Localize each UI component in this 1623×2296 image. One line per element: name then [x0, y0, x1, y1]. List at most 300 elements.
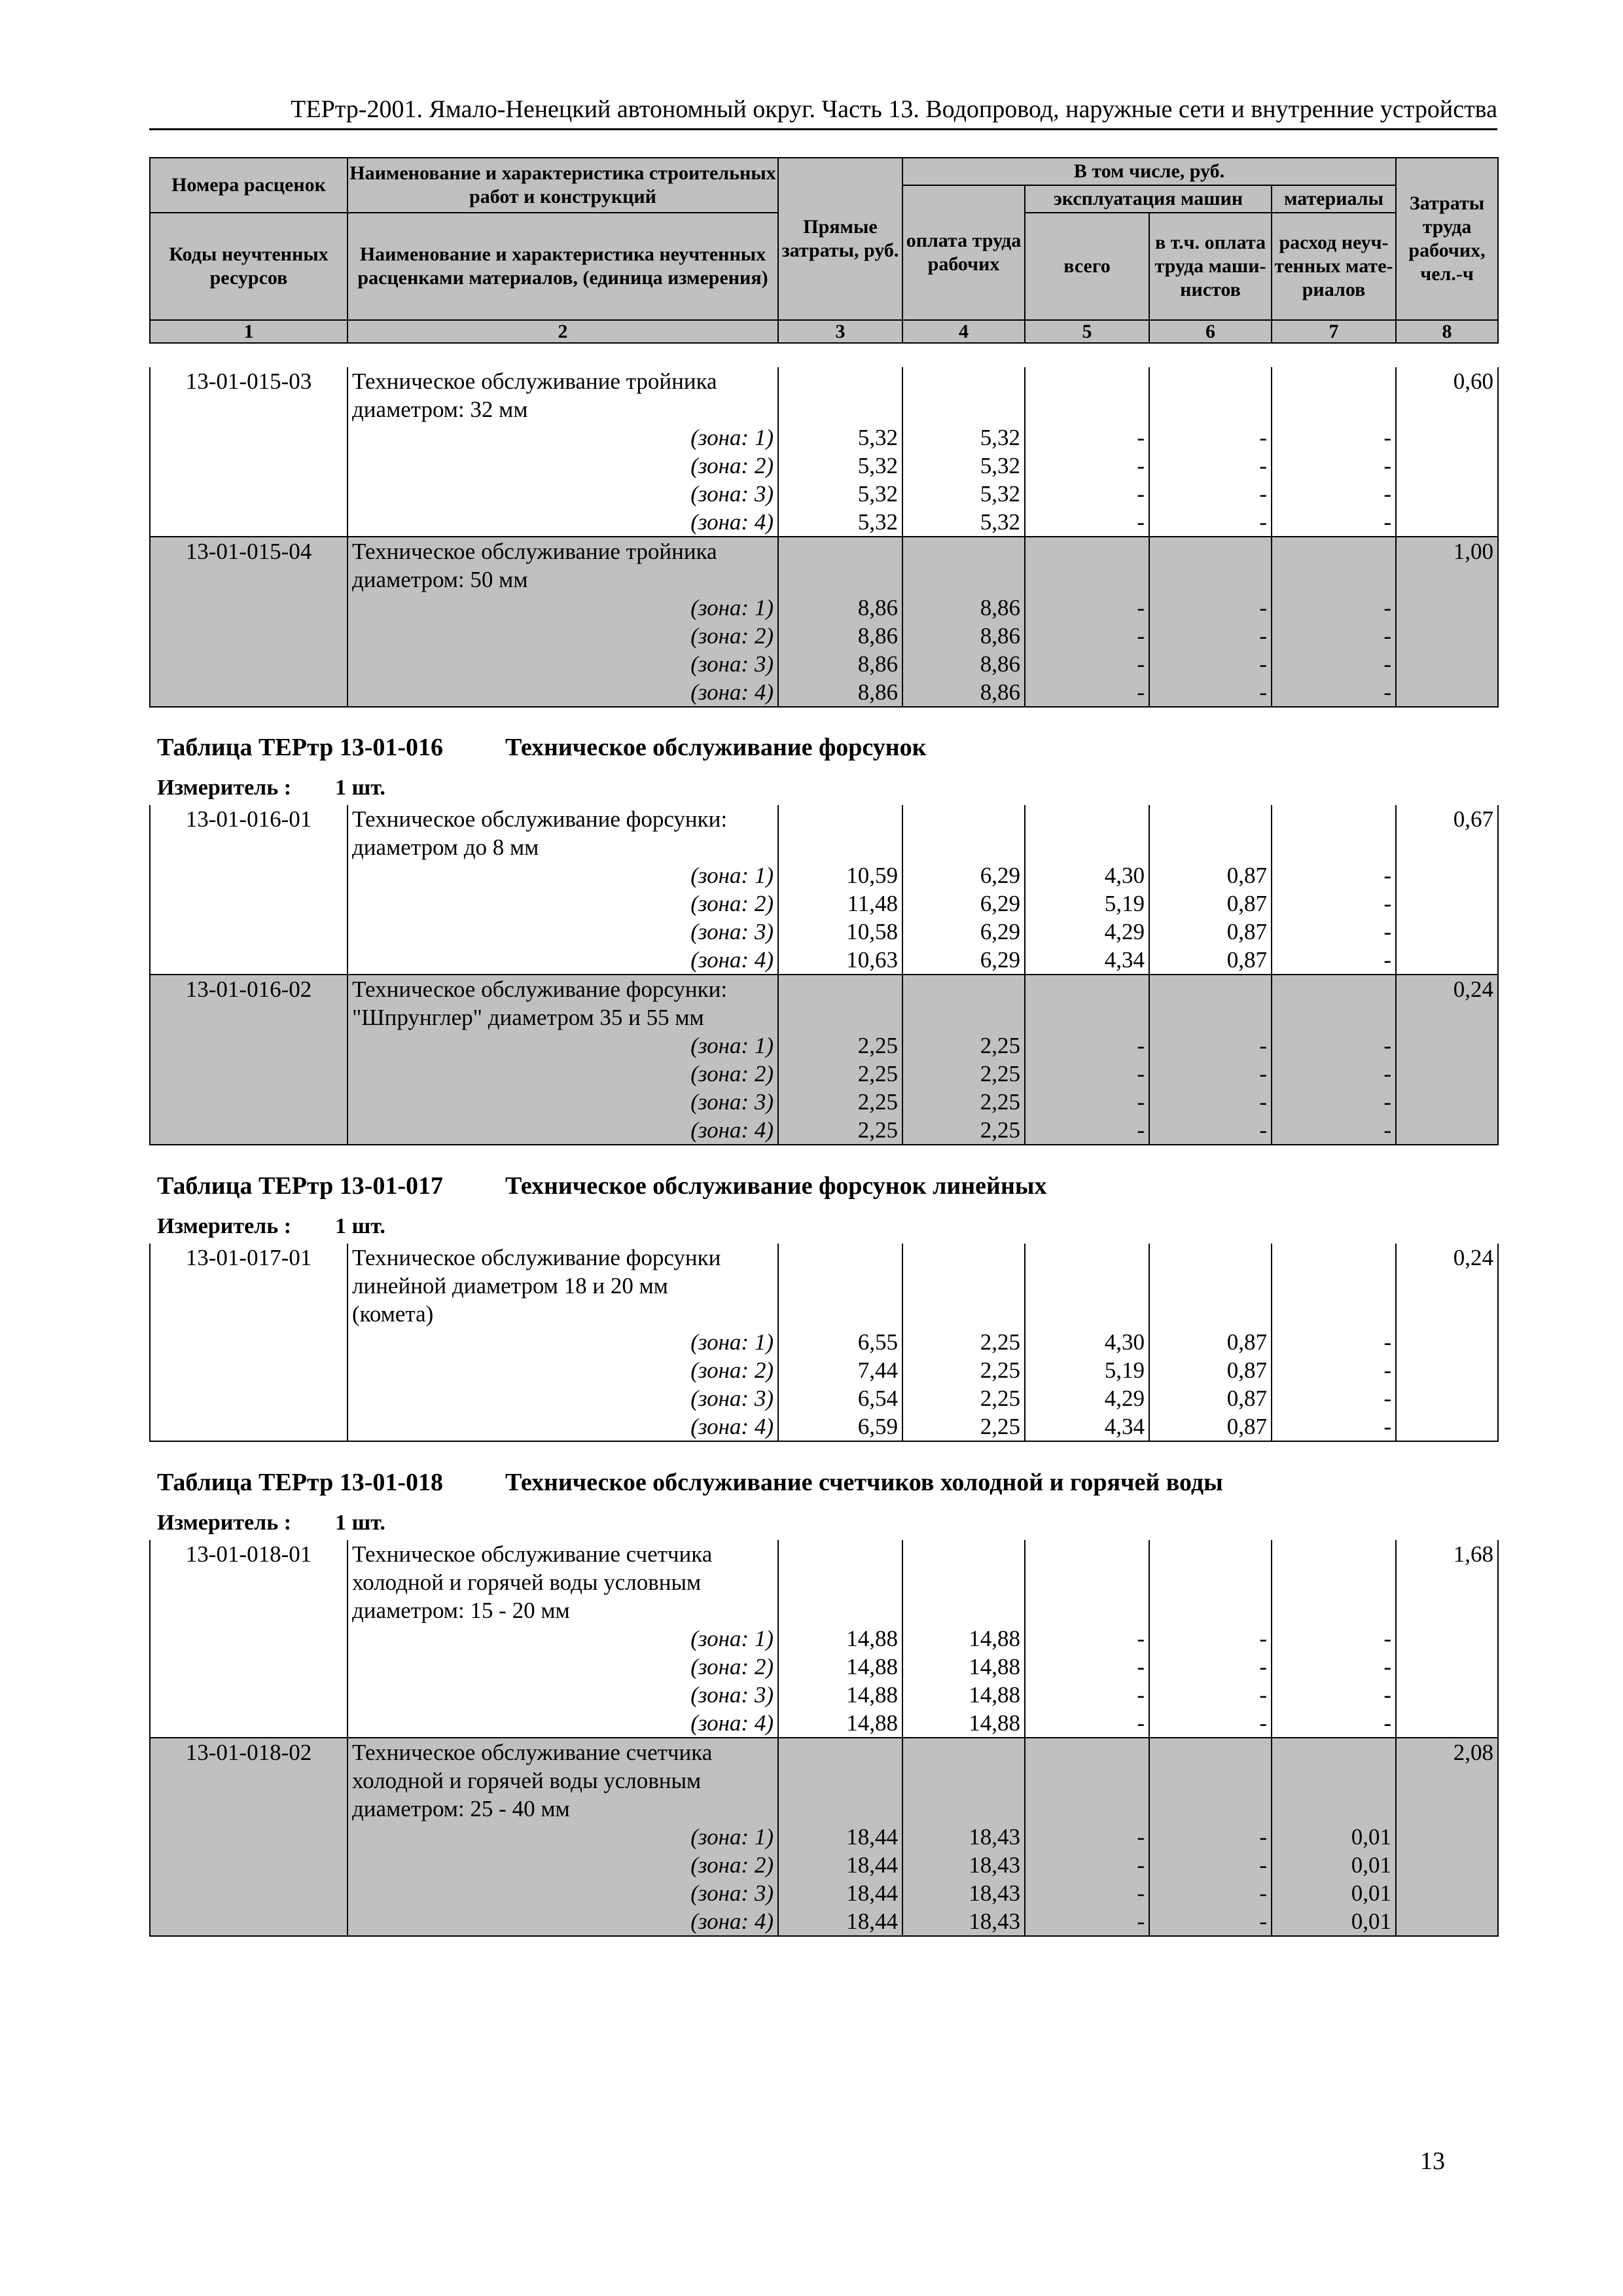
operator-pay: -	[1149, 650, 1272, 678]
operator-pay: 0,87	[1149, 918, 1272, 946]
machines-total: -	[1025, 650, 1149, 678]
direct-costs: 14,88	[778, 1624, 902, 1653]
materials-consumption: 0,01	[1272, 1823, 1396, 1851]
empty-cell	[150, 423, 348, 452]
worker-pay: 6,29	[902, 946, 1025, 975]
column-number: 4	[902, 320, 1025, 343]
column-number: 3	[778, 320, 902, 343]
materials-consumption: -	[1272, 650, 1396, 678]
empty-cell	[1396, 594, 1498, 622]
empty-cell	[150, 1116, 348, 1145]
empty-cell	[1025, 565, 1149, 594]
empty-cell	[150, 1596, 348, 1624]
table-number: Таблица ТЕРтр 13-01-018	[157, 1469, 444, 1496]
materials-consumption: -	[1272, 1328, 1396, 1356]
empty-cell	[150, 946, 348, 975]
labor-cost: 2,08	[1396, 1738, 1498, 1767]
column-number: 6	[1149, 320, 1272, 343]
empty-cell	[778, 367, 902, 395]
work-name: диаметром: 32 мм	[348, 395, 778, 423]
work-name: Техническое обслуживание форсунки:	[348, 805, 778, 833]
direct-costs: 8,86	[778, 678, 902, 707]
zone-row	[150, 1088, 1498, 1116]
empty-cell	[150, 650, 348, 678]
measure-value: 1 шт.	[335, 1214, 385, 1238]
zone-label: (зона: 4)	[348, 508, 778, 537]
machines-total: 4,34	[1025, 1412, 1149, 1441]
direct-costs: 18,44	[778, 1879, 902, 1907]
direct-costs: 5,32	[778, 452, 902, 480]
zone-row	[150, 1031, 1498, 1060]
zone-row	[150, 480, 1498, 508]
header-work-name: Наименование и характеристика строительных работ и конструкций	[348, 158, 778, 213]
direct-costs: 2,25	[778, 1088, 902, 1116]
machines-total: 4,30	[1025, 861, 1149, 889]
empty-cell	[150, 1300, 348, 1328]
empty-cell	[1149, 537, 1272, 565]
header-machines: эксплуатация машин	[1025, 185, 1272, 213]
empty-cell	[1396, 833, 1498, 861]
empty-cell	[902, 975, 1025, 1003]
empty-cell	[778, 395, 902, 423]
machines-total: 5,19	[1025, 889, 1149, 918]
operator-pay: -	[1149, 1060, 1272, 1088]
work-name: диаметром: 50 мм	[348, 565, 778, 594]
machines-total: -	[1025, 678, 1149, 707]
header-material-name: Наименование и характеристика неучтенных расценками материалов, (единица измерения)	[348, 213, 778, 320]
empty-cell	[778, 1596, 902, 1624]
worker-pay: 18,43	[902, 1879, 1025, 1907]
zone-row	[150, 1851, 1498, 1879]
labor-cost: 0,60	[1396, 367, 1498, 395]
table-row	[150, 1738, 1498, 1767]
zone-label: (зона: 1)	[348, 1624, 778, 1653]
empty-cell	[1396, 1653, 1498, 1681]
column-number: 8	[1396, 320, 1498, 343]
work-name: Техническое обслуживание тройника	[348, 367, 778, 395]
column-number: 7	[1272, 320, 1396, 343]
zone-row	[150, 678, 1498, 707]
operator-pay: -	[1149, 1907, 1272, 1936]
worker-pay: 8,86	[902, 678, 1025, 707]
measure-label: Измеритель :	[157, 1511, 292, 1535]
empty-cell	[1025, 805, 1149, 833]
operator-pay: 0,87	[1149, 946, 1272, 975]
worker-pay: 6,29	[902, 918, 1025, 946]
column-number: 2	[348, 320, 778, 343]
empty-cell	[1272, 537, 1396, 565]
empty-cell	[1025, 1244, 1149, 1272]
empty-cell	[150, 1879, 348, 1907]
empty-cell	[778, 1003, 902, 1031]
operator-pay: -	[1149, 452, 1272, 480]
header-total: всего	[1025, 213, 1149, 320]
direct-costs: 14,88	[778, 1709, 902, 1738]
empty-cell	[150, 1767, 348, 1795]
table-number: Таблица ТЕРтр 13-01-017	[157, 1172, 444, 1200]
empty-cell	[150, 678, 348, 707]
empty-cell	[150, 833, 348, 861]
empty-cell	[902, 1738, 1025, 1767]
materials-consumption: 0,01	[1272, 1907, 1396, 1936]
zone-label: (зона: 2)	[348, 1356, 778, 1384]
empty-cell	[150, 565, 348, 594]
worker-pay: 14,88	[902, 1709, 1025, 1738]
empty-cell	[1025, 1596, 1149, 1624]
empty-cell	[1396, 1031, 1498, 1060]
empty-cell	[150, 1851, 348, 1879]
empty-cell	[1396, 1003, 1498, 1031]
empty-cell	[1272, 1244, 1396, 1272]
direct-costs: 5,32	[778, 480, 902, 508]
direct-costs: 8,86	[778, 650, 902, 678]
empty-cell	[150, 1328, 348, 1356]
empty-cell	[1149, 1738, 1272, 1767]
operator-pay: -	[1149, 622, 1272, 650]
empty-cell	[778, 537, 902, 565]
empty-cell	[1149, 975, 1272, 1003]
empty-cell	[1272, 395, 1396, 423]
direct-costs: 2,25	[778, 1031, 902, 1060]
empty-cell	[902, 1003, 1025, 1031]
operator-pay: 0,87	[1149, 1356, 1272, 1384]
operator-pay: -	[1149, 1624, 1272, 1653]
rate-code: 13-01-015-03	[150, 367, 348, 395]
empty-cell	[1396, 1116, 1498, 1145]
zone-row	[150, 1624, 1498, 1653]
table-row	[150, 1003, 1498, 1031]
zone-label: (зона: 4)	[348, 1709, 778, 1738]
empty-cell	[1149, 1272, 1272, 1300]
materials-consumption: -	[1272, 508, 1396, 537]
empty-cell	[778, 1300, 902, 1328]
column-header-table	[149, 157, 1499, 344]
worker-pay: 8,86	[902, 650, 1025, 678]
zone-row	[150, 1412, 1498, 1441]
empty-cell	[1272, 565, 1396, 594]
zone-row	[150, 861, 1498, 889]
work-name: "Шпрунглер" диаметром 35 и 55 мм	[348, 1003, 778, 1031]
rate-code: 13-01-015-04	[150, 537, 348, 565]
materials-consumption: -	[1272, 1709, 1396, 1738]
empty-cell	[1396, 1272, 1498, 1300]
machines-total: -	[1025, 1624, 1149, 1653]
empty-cell	[1396, 622, 1498, 650]
page-number: 13	[1420, 2147, 1445, 2175]
empty-cell	[778, 805, 902, 833]
worker-pay: 2,25	[902, 1412, 1025, 1441]
operator-pay: 0,87	[1149, 889, 1272, 918]
empty-cell	[902, 805, 1025, 833]
empty-cell	[1149, 1767, 1272, 1795]
direct-costs: 8,86	[778, 622, 902, 650]
operator-pay: 0,87	[1149, 1328, 1272, 1356]
empty-cell	[778, 1244, 902, 1272]
zone-row	[150, 1060, 1498, 1088]
empty-cell	[1272, 1540, 1396, 1568]
worker-pay: 14,88	[902, 1624, 1025, 1653]
materials-consumption: -	[1272, 594, 1396, 622]
empty-cell	[150, 1031, 348, 1060]
empty-cell	[1396, 508, 1498, 537]
materials-consumption: -	[1272, 1624, 1396, 1653]
empty-cell	[150, 1384, 348, 1412]
zone-label: (зона: 1)	[348, 1328, 778, 1356]
empty-cell	[1272, 1300, 1396, 1328]
empty-cell	[1149, 367, 1272, 395]
empty-cell	[1149, 833, 1272, 861]
empty-cell	[1149, 1003, 1272, 1031]
worker-pay: 18,43	[902, 1823, 1025, 1851]
operator-pay: -	[1149, 1709, 1272, 1738]
table-row	[150, 537, 1498, 565]
zone-label: (зона: 2)	[348, 889, 778, 918]
empty-cell	[1396, 861, 1498, 889]
machines-total: -	[1025, 622, 1149, 650]
rates-table-017	[149, 1244, 1499, 1442]
empty-cell	[1272, 1767, 1396, 1795]
empty-cell	[778, 1272, 902, 1300]
empty-cell	[1396, 1879, 1498, 1907]
empty-cell	[778, 1568, 902, 1596]
empty-cell	[150, 1624, 348, 1653]
empty-cell	[150, 1356, 348, 1384]
materials-consumption: -	[1272, 452, 1396, 480]
zone-label: (зона: 3)	[348, 1681, 778, 1709]
empty-cell	[1396, 452, 1498, 480]
empty-cell	[902, 1568, 1025, 1596]
materials-consumption: -	[1272, 1412, 1396, 1441]
empty-cell	[902, 1540, 1025, 1568]
materials-consumption: -	[1272, 1681, 1396, 1709]
labor-cost: 0,24	[1396, 1244, 1498, 1272]
machines-total: -	[1025, 508, 1149, 537]
worker-pay: 5,32	[902, 508, 1025, 537]
empty-cell	[1025, 537, 1149, 565]
table-row	[150, 367, 1498, 395]
table-row	[150, 1596, 1498, 1624]
materials-consumption: 0,01	[1272, 1879, 1396, 1907]
direct-costs: 2,25	[778, 1116, 902, 1145]
empty-cell	[778, 975, 902, 1003]
zone-row	[150, 1823, 1498, 1851]
empty-cell	[1272, 1738, 1396, 1767]
empty-cell	[150, 1653, 348, 1681]
zone-row	[150, 1879, 1498, 1907]
materials-consumption: -	[1272, 1653, 1396, 1681]
materials-consumption: -	[1272, 946, 1396, 975]
empty-cell	[778, 1795, 902, 1823]
direct-costs: 18,44	[778, 1907, 902, 1936]
empty-cell	[778, 1540, 902, 1568]
empty-cell	[1149, 1244, 1272, 1272]
measure-value: 1 шт.	[335, 776, 385, 800]
zone-label: (зона: 1)	[348, 1823, 778, 1851]
machines-total: -	[1025, 1060, 1149, 1088]
table-row	[150, 833, 1498, 861]
work-name: холодной и горячей воды условным	[348, 1767, 778, 1795]
zone-row	[150, 1681, 1498, 1709]
machines-total: -	[1025, 1851, 1149, 1879]
empty-cell	[1272, 1272, 1396, 1300]
worker-pay: 2,25	[902, 1031, 1025, 1060]
rate-code: 13-01-016-02	[150, 975, 348, 1003]
machines-total: -	[1025, 1709, 1149, 1738]
section-title-017	[157, 1172, 1047, 1200]
machines-total: -	[1025, 1907, 1149, 1936]
empty-cell	[902, 367, 1025, 395]
header-rule	[149, 128, 1497, 130]
work-name: диаметром: 15 - 20 мм	[348, 1596, 778, 1624]
labor-cost: 0,67	[1396, 805, 1498, 833]
zone-row	[150, 594, 1498, 622]
empty-cell	[1272, 833, 1396, 861]
zone-row	[150, 452, 1498, 480]
worker-pay: 5,32	[902, 452, 1025, 480]
operator-pay: 0,87	[1149, 1384, 1272, 1412]
header-including: В том числе, руб.	[902, 158, 1396, 185]
direct-costs: 2,25	[778, 1060, 902, 1088]
materials-consumption: -	[1272, 1060, 1396, 1088]
zone-label: (зона: 1)	[348, 1031, 778, 1060]
machines-total: -	[1025, 1031, 1149, 1060]
table-row	[150, 395, 1498, 423]
zone-row	[150, 1384, 1498, 1412]
work-name: диаметром: 25 - 40 мм	[348, 1795, 778, 1823]
empty-cell	[778, 1738, 902, 1767]
direct-costs: 8,86	[778, 594, 902, 622]
work-name: Техническое обслуживание форсунки:	[348, 975, 778, 1003]
machines-total: -	[1025, 1653, 1149, 1681]
materials-consumption: -	[1272, 423, 1396, 452]
empty-cell	[1396, 1412, 1498, 1441]
zone-label: (зона: 2)	[348, 1060, 778, 1088]
empty-cell	[1396, 1767, 1498, 1795]
empty-cell	[1149, 395, 1272, 423]
empty-cell	[150, 480, 348, 508]
empty-cell	[1272, 1795, 1396, 1823]
empty-cell	[1025, 1568, 1149, 1596]
machines-total: -	[1025, 1116, 1149, 1145]
work-name: Техническое обслуживание счетчика	[348, 1540, 778, 1568]
machines-total: -	[1025, 452, 1149, 480]
materials-consumption: -	[1272, 889, 1396, 918]
materials-consumption: -	[1272, 1088, 1396, 1116]
zone-label: (зона: 2)	[348, 1653, 778, 1681]
empty-cell	[1396, 565, 1498, 594]
column-number: 5	[1025, 320, 1149, 343]
direct-costs: 6,55	[778, 1328, 902, 1356]
rate-code: 13-01-018-01	[150, 1540, 348, 1568]
empty-cell	[150, 452, 348, 480]
worker-pay: 2,25	[902, 1088, 1025, 1116]
worker-pay: 2,25	[902, 1328, 1025, 1356]
empty-cell	[1149, 1568, 1272, 1596]
direct-costs: 5,32	[778, 423, 902, 452]
work-name: линейной диаметром 18 и 20 мм	[348, 1272, 778, 1300]
worker-pay: 14,88	[902, 1681, 1025, 1709]
empty-cell	[1025, 1795, 1149, 1823]
operator-pay: -	[1149, 1116, 1272, 1145]
zone-label: (зона: 3)	[348, 650, 778, 678]
empty-cell	[150, 1003, 348, 1031]
zone-row	[150, 622, 1498, 650]
empty-cell	[150, 1681, 348, 1709]
zone-row	[150, 1653, 1498, 1681]
header-worker-pay: оплата труда рабочих	[902, 185, 1025, 320]
zone-label: (зона: 3)	[348, 1384, 778, 1412]
materials-consumption: -	[1272, 1384, 1396, 1412]
empty-cell	[902, 537, 1025, 565]
table-row	[150, 1272, 1498, 1300]
empty-cell	[902, 565, 1025, 594]
table-row	[150, 565, 1498, 594]
empty-cell	[1149, 805, 1272, 833]
machines-total: 4,30	[1025, 1328, 1149, 1356]
empty-cell	[150, 594, 348, 622]
empty-cell	[1396, 1088, 1498, 1116]
table-row	[150, 1540, 1498, 1568]
page-header: ТЕРтр-2001. Ямало-Ненецкий автономный округ. Часть 13. Водопровод, наружные сети и внутренние устройства	[291, 96, 1497, 123]
empty-cell	[1272, 367, 1396, 395]
empty-cell	[150, 918, 348, 946]
worker-pay: 6,29	[902, 861, 1025, 889]
zone-label: (зона: 3)	[348, 480, 778, 508]
empty-cell	[150, 1412, 348, 1441]
machines-total: 4,34	[1025, 946, 1149, 975]
rate-code: 13-01-017-01	[150, 1244, 348, 1272]
empty-cell	[1149, 1540, 1272, 1568]
empty-cell	[1396, 1300, 1498, 1328]
empty-cell	[150, 622, 348, 650]
worker-pay: 14,88	[902, 1653, 1025, 1681]
table-row	[150, 1244, 1498, 1272]
operator-pay: -	[1149, 1681, 1272, 1709]
zone-row	[150, 423, 1498, 452]
materials-consumption: -	[1272, 678, 1396, 707]
empty-cell	[902, 1244, 1025, 1272]
measure-label: Измеритель :	[157, 776, 292, 800]
empty-cell	[902, 1300, 1025, 1328]
machines-total: -	[1025, 1681, 1149, 1709]
materials-consumption: -	[1272, 861, 1396, 889]
direct-costs: 14,88	[778, 1681, 902, 1709]
empty-cell	[902, 1272, 1025, 1300]
empty-cell	[1025, 975, 1149, 1003]
work-name: Техническое обслуживание тройника	[348, 537, 778, 565]
table-row	[150, 1300, 1498, 1328]
machines-total: -	[1025, 423, 1149, 452]
worker-pay: 8,86	[902, 594, 1025, 622]
worker-pay: 2,25	[902, 1060, 1025, 1088]
worker-pay: 18,43	[902, 1851, 1025, 1879]
table-title: Техническое обслуживание форсунок	[505, 734, 927, 761]
zone-label: (зона: 1)	[348, 861, 778, 889]
table-row	[150, 1767, 1498, 1795]
empty-cell	[1396, 1795, 1498, 1823]
labor-cost: 1,00	[1396, 537, 1498, 565]
zone-label: (зона: 4)	[348, 1907, 778, 1936]
empty-cell	[1025, 833, 1149, 861]
empty-cell	[1272, 1568, 1396, 1596]
empty-cell	[902, 1767, 1025, 1795]
zone-row	[150, 946, 1498, 975]
zone-label: (зона: 4)	[348, 946, 778, 975]
empty-cell	[150, 1088, 348, 1116]
table-row	[150, 975, 1498, 1003]
empty-cell	[1396, 1709, 1498, 1738]
zone-label: (зона: 2)	[348, 1851, 778, 1879]
